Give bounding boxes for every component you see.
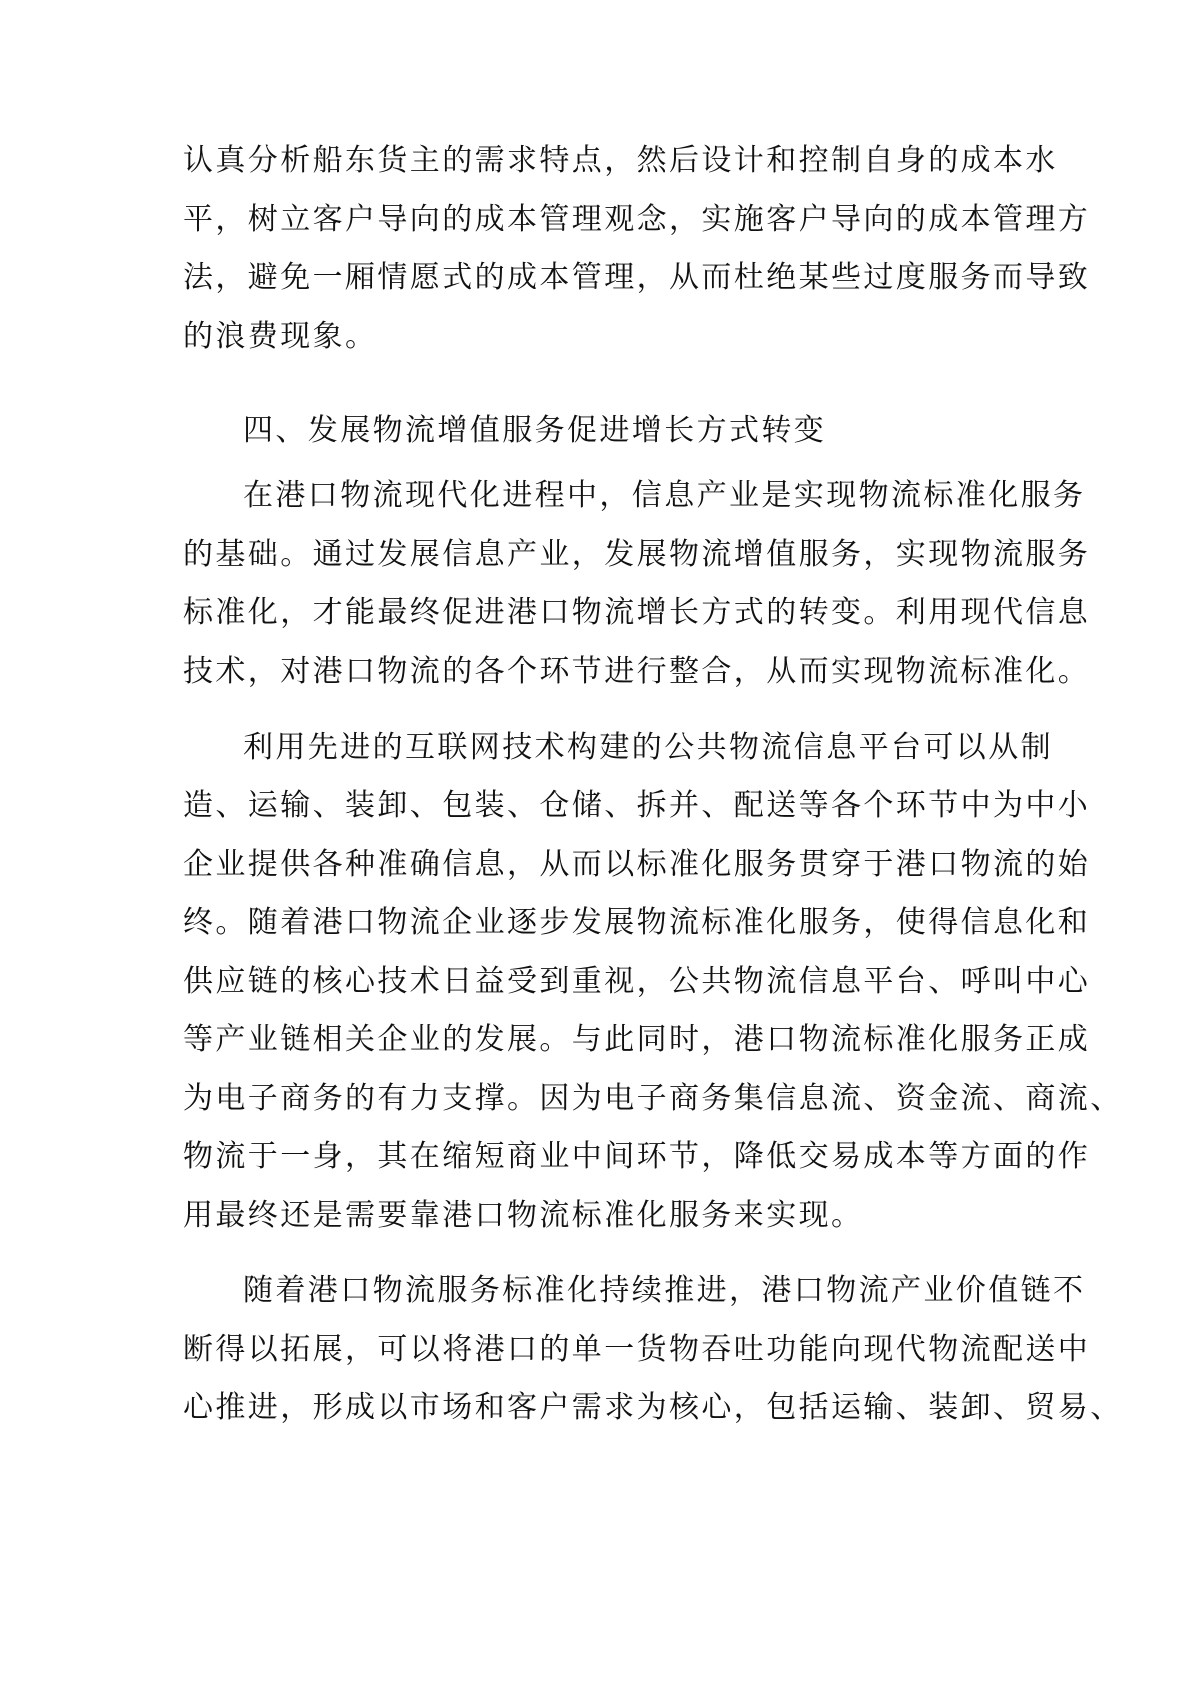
paragraph-line: 认真分析船东货主的需求特点，然后设计和控制自身的成本水 [183,143,1058,178]
paragraph-line: 断得以拓展，可以将港口的单一货物吞吐功能向现代物流配送中 [183,1332,1091,1367]
paragraph-line: 在港口物流现代化进程中，信息产业是实现物流标准化服务 [243,478,1086,513]
paragraph-line: 平，树立客户导向的成本管理观念，实施客户导向的成本管理方 [183,202,1091,237]
paragraph-line: 法，避免一厢情愿式的成本管理，从而杜绝某些过度服务而导致 [183,260,1091,295]
paragraph-line: 企业提供各种准确信息，从而以标准化服务贯穿于港口物流的始 [183,847,1091,882]
paragraph-line: 利用先进的互联网技术构建的公共物流信息平台可以从制 [243,730,1053,765]
paragraph-line: 随着港口物流服务标准化持续推进，港口物流产业价值链不 [243,1273,1086,1308]
paragraph-line: 为电子商务的有力支撑。因为电子商务集信息流、资金流、商流、 [183,1081,1123,1116]
section-heading: 四、发展物流增值服务促进增长方式转变 [243,413,827,448]
paragraph-line: 终。随着港口物流企业逐步发展物流标准化服务，使得信息化和 [183,905,1091,940]
paragraph-line: 标准化，才能最终促进港口物流增长方式的转变。利用现代信息 [183,595,1091,630]
paragraph-line: 的浪费现象。 [183,319,378,354]
paragraph-line: 心推进，形成以市场和客户需求为核心，包括运输、装卸、贸易、 [183,1390,1123,1425]
paragraph-line: 用最终还是需要靠港口物流标准化服务来实现。 [183,1198,864,1233]
paragraph-line: 物流于一身，其在缩短商业中间环节，降低交易成本等方面的作 [183,1139,1091,1174]
paragraph-line: 等产业链相关企业的发展。与此同时，港口物流标准化服务正成 [183,1022,1091,1057]
paragraph-line: 的基础。通过发展信息产业，发展物流增值服务，实现物流服务 [183,537,1091,572]
paragraph-line: 造、运输、装卸、包装、仓储、拆并、配送等各个环节中为中小 [183,788,1091,823]
paragraph-line: 技术，对港口物流的各个环节进行整合，从而实现物流标准化。 [183,654,1091,689]
paragraph-line: 供应链的核心技术日益受到重视，公共物流信息平台、呼叫中心 [183,964,1091,999]
